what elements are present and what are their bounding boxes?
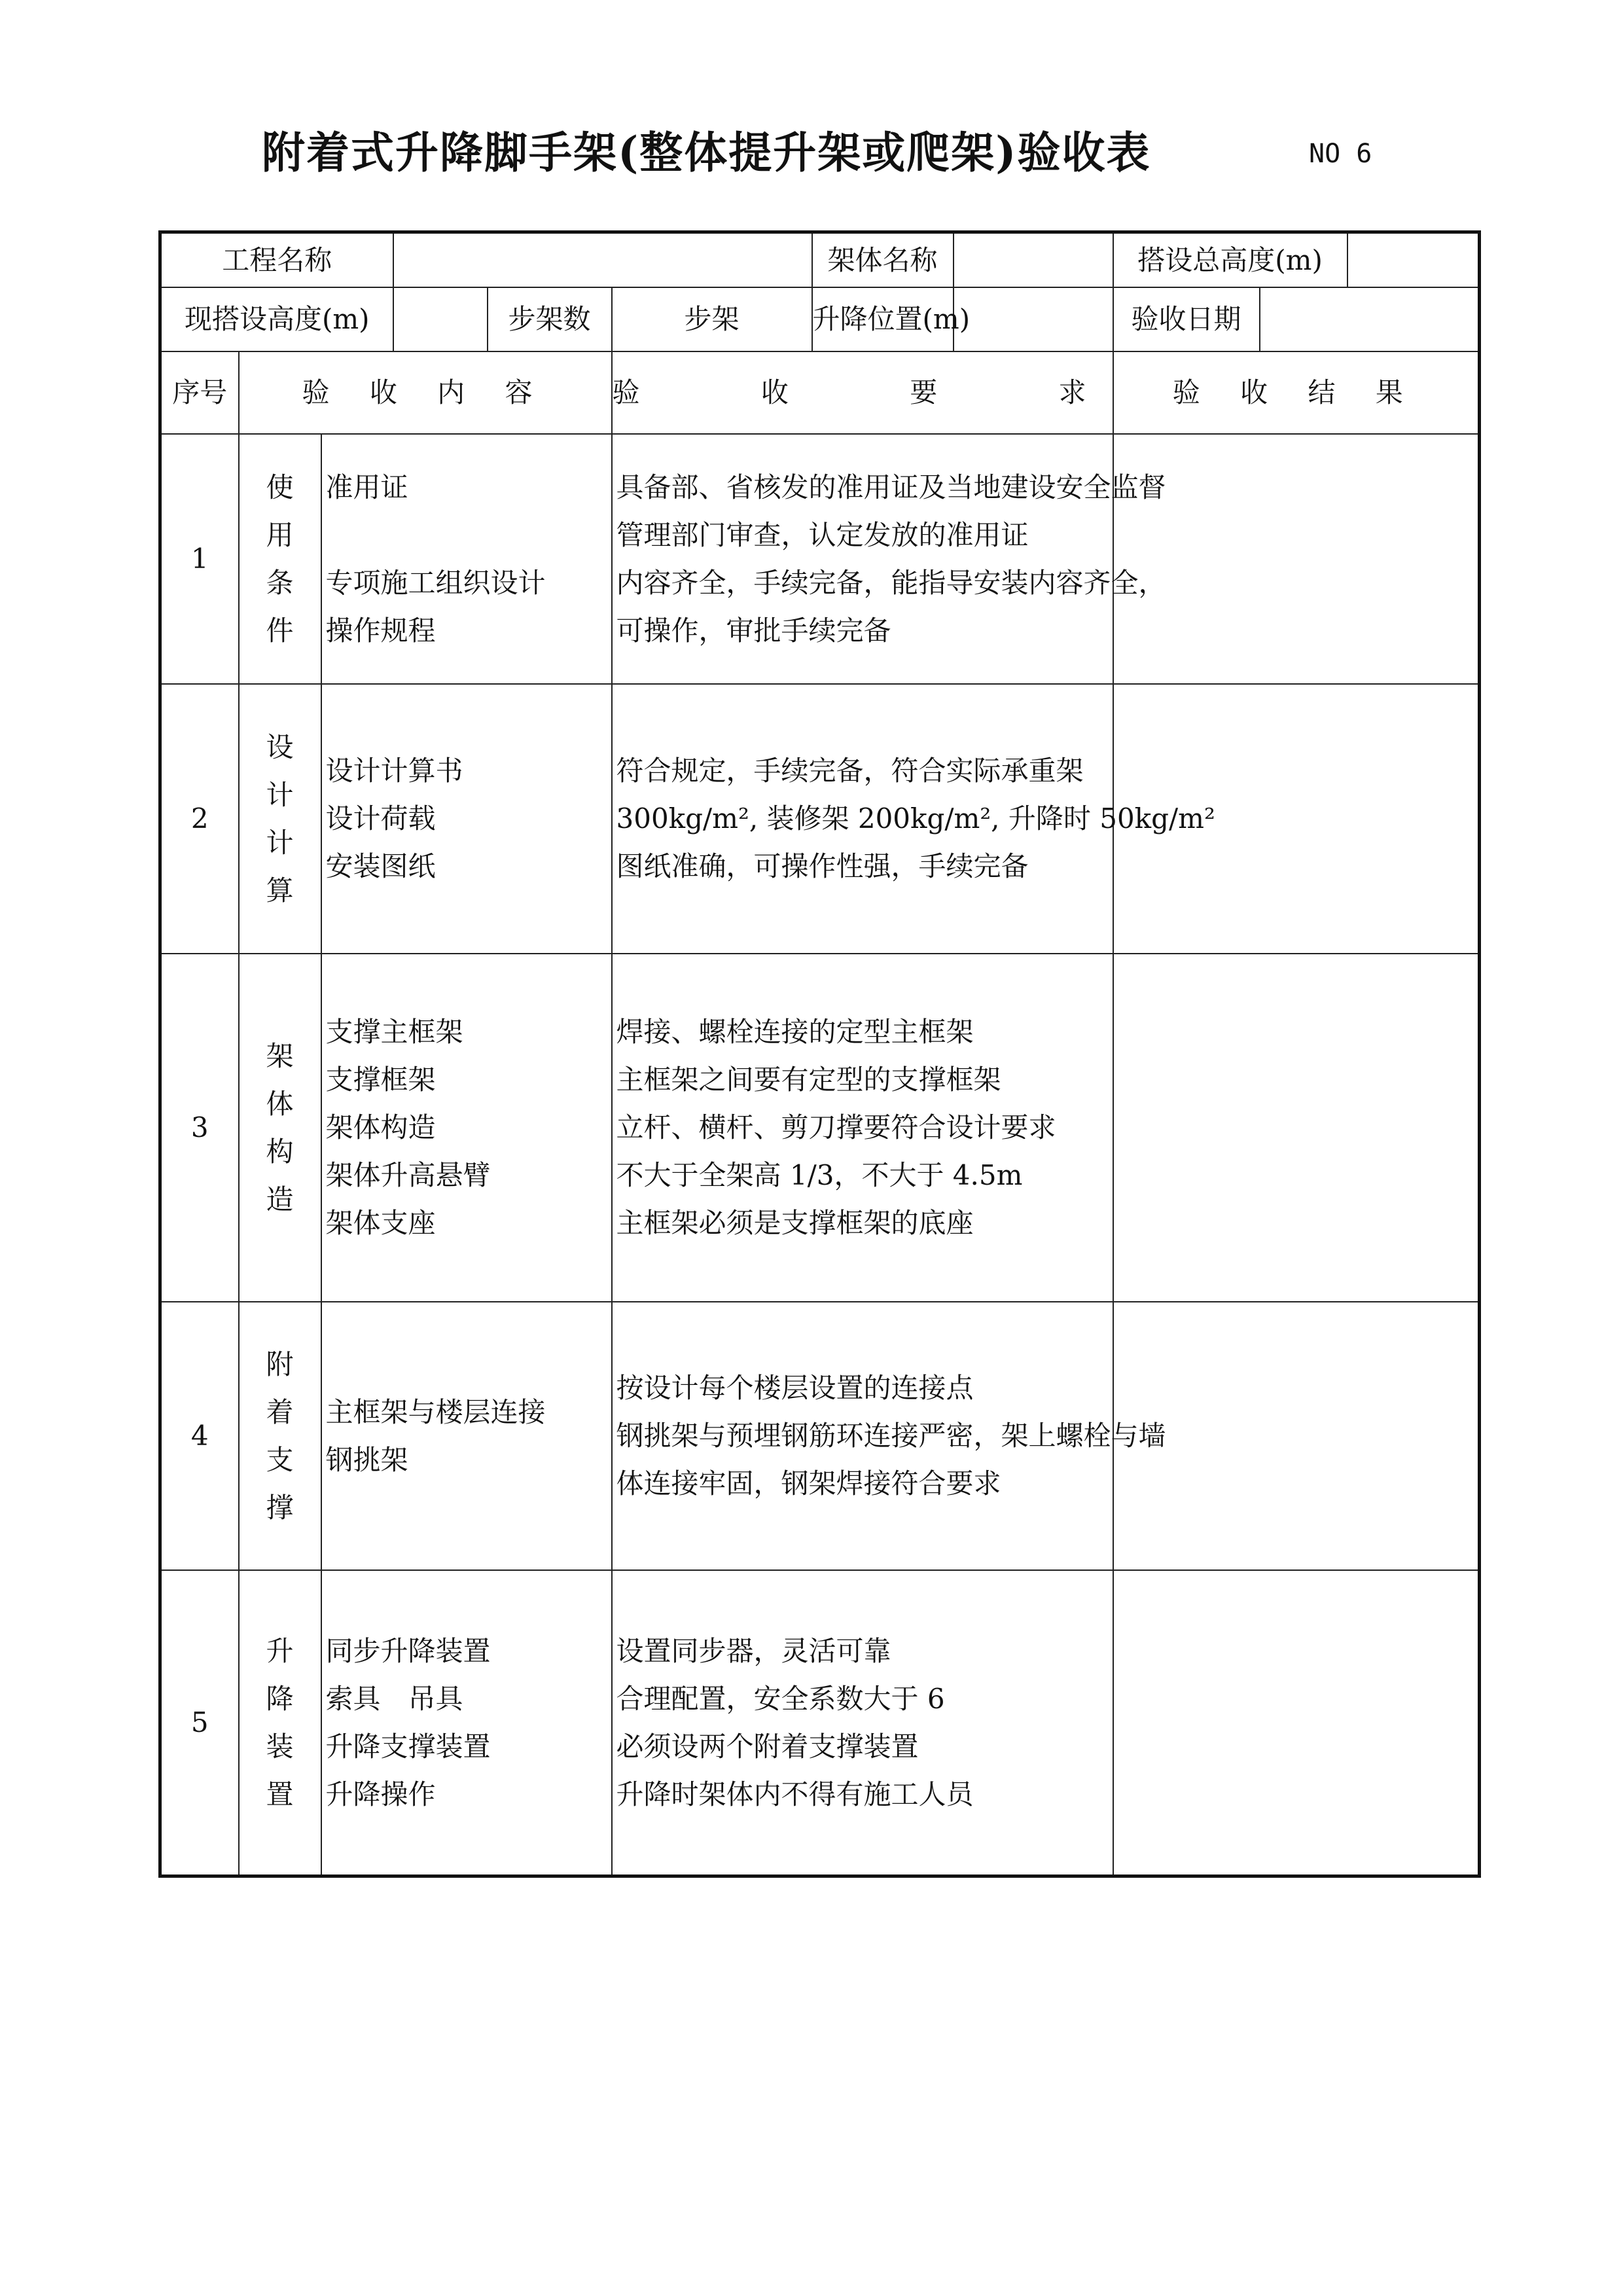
item-text: 专项施工组织设计 — [325, 566, 546, 599]
frame-name-label: 架体名称 — [812, 232, 954, 287]
row-seq: 5 — [160, 1570, 239, 1876]
requirement-text: 按设计每个楼层设置的连接点 — [616, 1372, 974, 1404]
category-char: 计 — [266, 826, 294, 859]
row-requirements — [612, 434, 1166, 684]
row-items — [321, 684, 612, 954]
category-char: 造 — [266, 1183, 294, 1215]
item-text: 操作规程 — [325, 614, 436, 647]
category-char: 算 — [266, 874, 294, 906]
category-char: 件 — [266, 614, 294, 647]
total-height-value[interactable] — [1347, 232, 1480, 287]
requirement-text: 主框架之间要有定型的支撑框架 — [616, 1064, 1001, 1096]
item-text: 钢挑架 — [325, 1443, 408, 1476]
row-requirements — [612, 1570, 1113, 1876]
row-category — [239, 1302, 321, 1570]
item-text: 索具 吊具 — [325, 1682, 463, 1715]
category-char: 附 — [266, 1348, 294, 1380]
requirement-text: 焊接、螺栓连接的定型主框架 — [616, 1016, 974, 1048]
form-number: NO 6 — [1309, 139, 1372, 169]
form-title: 附着式升降脚手架(整体提升架或爬架)验收表 — [262, 127, 1151, 178]
item-text: 升降操作 — [325, 1778, 436, 1810]
info-row-1 — [160, 232, 1480, 287]
row-result[interactable] — [1113, 1570, 1480, 1876]
requirement-text: 具备部、省核发的准用证及当地建设安全监督 — [616, 471, 1166, 503]
table-row — [160, 954, 1480, 1302]
item-text — [326, 511, 611, 559]
category-char: 使 — [266, 471, 294, 503]
category-char: 设 — [266, 730, 294, 763]
requirement-text: 升降时架体内不得有施工人员 — [616, 1778, 974, 1810]
row-seq: 4 — [160, 1302, 239, 1570]
steps-value[interactable] — [612, 287, 812, 351]
row-requirements — [612, 684, 1215, 954]
info-row-2 — [160, 287, 1480, 351]
category-char: 支 — [266, 1443, 294, 1476]
row-category — [239, 434, 321, 684]
category-char: 撑 — [266, 1491, 294, 1524]
category-char: 着 — [266, 1395, 294, 1428]
row-seq: 3 — [160, 954, 239, 1302]
steps-unit: 步架 — [684, 303, 740, 335]
table-row — [160, 1570, 1480, 1876]
total-height-label: 搭设总高度(m) — [1113, 232, 1347, 287]
category-char: 置 — [266, 1778, 294, 1810]
item-text: 架体支座 — [325, 1207, 436, 1239]
requirement-text: 主框架必须是支撑框架的底座 — [616, 1207, 974, 1239]
row-seq: 2 — [160, 684, 239, 954]
category-char: 升 — [266, 1634, 294, 1667]
acceptance-date-value[interactable] — [1260, 287, 1480, 351]
current-height-value[interactable] — [393, 287, 488, 351]
result-header: 验 收 结 果 — [1113, 351, 1480, 434]
row-category — [239, 954, 321, 1302]
requirement-text: 不大于全架高 1/3，不大于 4.5m — [616, 1159, 1023, 1191]
content-header: 验 收 内 容 — [239, 351, 612, 434]
row-requirements — [612, 954, 1113, 1302]
steps-label: 步架数 — [488, 287, 612, 351]
row-category — [239, 1570, 321, 1876]
item-text: 升降支撑装置 — [325, 1730, 491, 1763]
item-text: 支撑主框架 — [325, 1016, 463, 1048]
requirement-text: 设置同步器，灵活可靠 — [616, 1634, 891, 1667]
lift-position-value[interactable] — [954, 287, 1113, 351]
item-text: 主框架与楼层连接 — [325, 1395, 546, 1428]
requirement-text: 300kg/m², 装修架 200kg/m², 升降时 50kg/m² — [616, 802, 1215, 834]
column-header-row — [160, 351, 1480, 434]
category-char: 构 — [266, 1135, 294, 1168]
requirement-text: 立杆、横杆、剪刀撑要符合设计要求 — [616, 1111, 1056, 1143]
category-char: 体 — [266, 1087, 294, 1120]
requirement-text: 钢挑架与预埋钢筋环连接严密，架上螺栓与墙 — [616, 1420, 1166, 1452]
category-char: 架 — [266, 1039, 294, 1072]
row-result[interactable] — [1113, 1302, 1480, 1570]
row-category — [239, 684, 321, 954]
lift-position-label: 升降位置(m) — [812, 287, 954, 351]
acceptance-table — [158, 230, 1481, 1878]
row-requirements — [612, 1302, 1166, 1570]
requirement-header: 验 收 要 求 — [612, 351, 1113, 434]
requirement-text: 体连接牢固，钢架焊接符合要求 — [616, 1467, 1001, 1499]
item-text: 架体升高悬臂 — [325, 1159, 491, 1191]
item-text: 架体构造 — [325, 1111, 436, 1143]
row-result[interactable] — [1113, 954, 1480, 1302]
table-row — [160, 684, 1480, 954]
category-char: 用 — [266, 518, 294, 551]
requirement-text: 管理部门审查，认定发放的准用证 — [616, 518, 1029, 551]
item-text: 准用证 — [325, 471, 408, 503]
row-items — [321, 1570, 612, 1876]
category-char: 条 — [266, 566, 294, 599]
project-name-value[interactable] — [393, 232, 812, 287]
row-seq: 1 — [160, 434, 239, 684]
category-char: 装 — [266, 1730, 294, 1763]
requirement-text: 必须设两个附着支撑装置 — [616, 1730, 919, 1763]
requirement-text: 符合规定，手续完备，符合实际承重架 — [616, 755, 1084, 787]
requirement-text: 合理配置，安全系数大于 6 — [616, 1682, 945, 1715]
item-text: 安装图纸 — [325, 850, 436, 882]
category-char: 计 — [266, 778, 294, 811]
table-row — [160, 434, 1480, 684]
item-text: 设计荷载 — [325, 802, 436, 834]
row-items — [321, 954, 612, 1302]
requirement-text: 图纸准确，可操作性强，手续完备 — [616, 850, 1029, 882]
item-text: 设计计算书 — [325, 755, 463, 787]
row-result[interactable] — [1113, 434, 1480, 684]
row-items — [321, 434, 612, 684]
item-text: 同步升降装置 — [325, 1634, 491, 1667]
project-name-label: 工程名称 — [160, 232, 393, 287]
requirement-text: 可操作，审批手续完备 — [616, 614, 891, 647]
row-items — [321, 1302, 612, 1570]
frame-name-value[interactable] — [954, 232, 1113, 287]
current-height-label: 现搭设高度(m) — [160, 287, 393, 351]
item-text: 支撑框架 — [325, 1064, 436, 1096]
table-row — [160, 1302, 1480, 1570]
acceptance-date-label: 验收日期 — [1113, 287, 1260, 351]
category-char: 降 — [266, 1682, 294, 1715]
requirement-text: 内容齐全，手续完备，能指导安装内容齐全， — [616, 566, 1166, 599]
seq-header: 序号 — [160, 351, 239, 434]
